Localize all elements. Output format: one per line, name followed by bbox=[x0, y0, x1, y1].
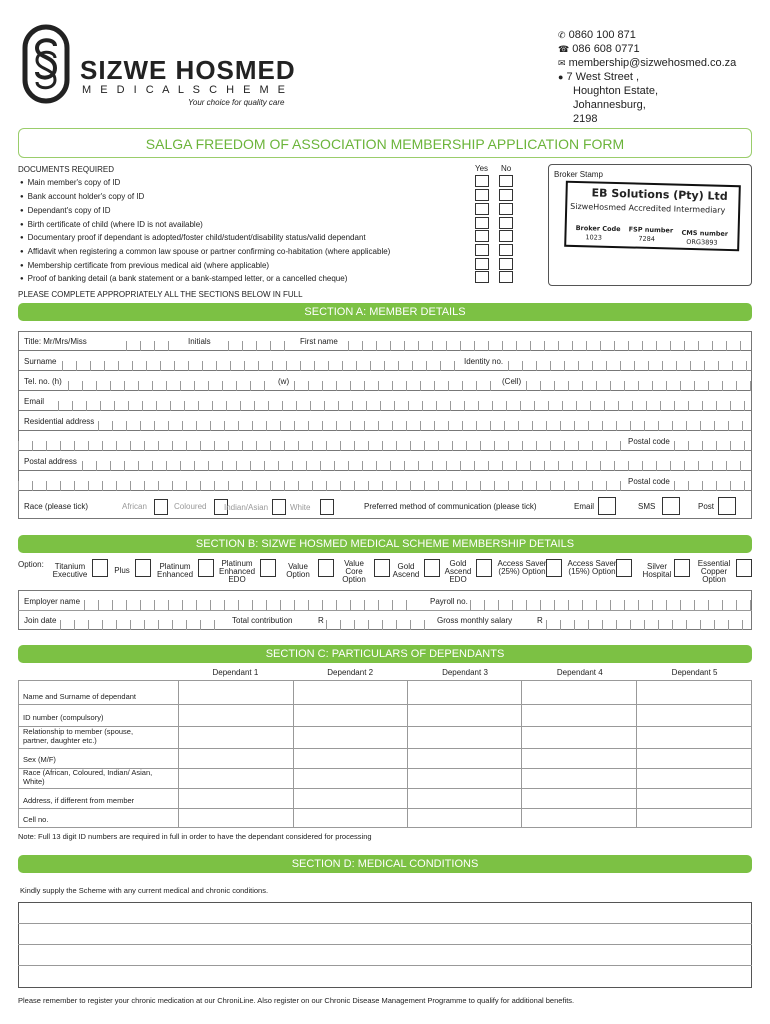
method-sms-checkbox[interactable] bbox=[662, 497, 680, 515]
method-sms: SMS bbox=[638, 502, 656, 511]
doc-yes-checkbox[interactable] bbox=[475, 189, 489, 201]
method-email-checkbox[interactable] bbox=[598, 497, 616, 515]
section-d-title: SECTION D: MEDICAL CONDITIONS bbox=[18, 855, 752, 873]
option-text: Access Saver (15%) Option bbox=[567, 559, 617, 576]
total-contribution-input[interactable] bbox=[326, 620, 432, 630]
form-title: SALGA FREEDOM OF ASSOCIATION MEMBERSHIP APPLICATION FORM bbox=[18, 128, 752, 158]
location-icon: ● bbox=[558, 72, 564, 82]
option-value-checkbox[interactable] bbox=[318, 559, 334, 577]
phone2: 086 608 0771 bbox=[572, 43, 640, 55]
race-white-checkbox[interactable] bbox=[320, 499, 334, 515]
option-gold-ascend-checkbox[interactable] bbox=[424, 559, 440, 577]
dependant-header: Dependant 4 bbox=[556, 668, 603, 677]
row-residential-2 bbox=[18, 431, 752, 451]
doc-yes-checkbox[interactable] bbox=[475, 203, 489, 215]
race-indian-checkbox[interactable] bbox=[272, 499, 286, 515]
email-label: Email bbox=[24, 397, 45, 406]
gross-salary-input[interactable] bbox=[546, 620, 752, 630]
tel-input[interactable] bbox=[68, 381, 274, 391]
option-text: Plus bbox=[114, 566, 130, 575]
broker-stamp bbox=[564, 181, 741, 252]
section-a-title: SECTION A: MEMBER DETAILS bbox=[18, 303, 752, 321]
row-email bbox=[18, 391, 752, 411]
doc-no-checkbox[interactable] bbox=[499, 189, 513, 201]
docs-heading: DOCUMENTS REQUIRED bbox=[18, 165, 115, 174]
phone-icon: ✆ bbox=[558, 30, 566, 40]
doc-no-checkbox[interactable] bbox=[499, 230, 513, 242]
phone1: 0860 100 871 bbox=[568, 29, 636, 41]
row-title bbox=[18, 331, 752, 351]
option-copper-checkbox[interactable] bbox=[736, 559, 752, 577]
broker-stamp-label: Broker Stamp bbox=[554, 170, 603, 179]
postal-address-label: Postal address bbox=[24, 457, 77, 466]
join-date-input[interactable] bbox=[60, 620, 228, 630]
option-label: Option: bbox=[18, 560, 44, 569]
dependant-header: Dependant 1 bbox=[212, 668, 259, 677]
stamp-cms-label: CMS number bbox=[681, 228, 729, 238]
option-access-15-checkbox[interactable] bbox=[616, 559, 632, 577]
doc-no-checkbox[interactable] bbox=[499, 271, 513, 283]
title-input[interactable] bbox=[126, 341, 182, 351]
option-access-25-checkbox[interactable] bbox=[546, 559, 562, 577]
email: membership@sizwehosmed.co.za bbox=[568, 57, 737, 69]
stamp-fsp: 7284 bbox=[638, 234, 656, 244]
doc-item: ● Affidavit when registering a common law spouse or partner confirming co-habitation (where applicable) bbox=[20, 247, 390, 256]
brand-tagline: Your choice for quality care bbox=[188, 98, 285, 107]
option-plus-checkbox[interactable] bbox=[135, 559, 151, 577]
doc-no-checkbox[interactable] bbox=[499, 258, 513, 270]
doc-no-checkbox[interactable] bbox=[499, 203, 513, 215]
stamp-code: 1023 bbox=[585, 233, 603, 242]
employer-label: Employer name bbox=[24, 597, 81, 606]
row-tel bbox=[18, 371, 752, 391]
cell-input[interactable] bbox=[526, 381, 752, 391]
contact-block bbox=[558, 28, 736, 126]
total-contribution-currency: R bbox=[318, 616, 324, 625]
row-postal bbox=[18, 451, 752, 471]
option-text: Gold Ascend bbox=[392, 562, 420, 579]
race-white: White bbox=[290, 503, 311, 512]
option-text: Platinum Enhanced EDO bbox=[218, 559, 256, 584]
docs-no: No bbox=[501, 164, 512, 173]
option-text: Silver Hospital bbox=[642, 562, 672, 579]
stamp-cms: ORG3893 bbox=[686, 237, 718, 247]
dependant-header: Dependant 5 bbox=[671, 668, 718, 677]
row-race bbox=[18, 495, 752, 519]
method-post-checkbox[interactable] bbox=[718, 497, 736, 515]
option-value-core-checkbox[interactable] bbox=[374, 559, 390, 577]
doc-yes-checkbox[interactable] bbox=[475, 230, 489, 242]
option-text: Access Saver (25%) Option bbox=[497, 559, 547, 576]
addr3: Johannesburg, bbox=[573, 99, 646, 111]
addr2: Houghton Estate, bbox=[573, 85, 659, 97]
tel-label: Tel. no. (h) bbox=[24, 377, 62, 386]
dep-row-label: Relationship to member (spouse, partner, daughter etc.) bbox=[23, 727, 134, 745]
docs-note: PLEASE COMPLETE APPROPRIATELY ALL THE SECTIONS BELOW IN FULL bbox=[18, 290, 303, 299]
option-text: Value Option bbox=[286, 562, 310, 579]
medical-conditions-box[interactable] bbox=[18, 902, 752, 988]
doc-item: ● Membership certificate from previous medical aid (where applicable) bbox=[20, 261, 269, 270]
first-name-input[interactable] bbox=[348, 341, 752, 351]
doc-yes-checkbox[interactable] bbox=[475, 175, 489, 187]
method-email: Email bbox=[574, 502, 595, 511]
surname-label: Surname bbox=[24, 357, 57, 366]
total-contribution-label: Total contribution bbox=[232, 616, 293, 625]
dep-row-label: Sex (M/F) bbox=[23, 755, 56, 764]
race-label: Race (please tick) bbox=[24, 502, 89, 511]
logo bbox=[22, 24, 70, 104]
option-silver-checkbox[interactable] bbox=[674, 559, 690, 577]
stamp-fsp-label: FSP number bbox=[628, 225, 674, 235]
doc-item: ● Documentary proof if dependant is adopted/foster child/student/disability status/valid dependant bbox=[20, 233, 366, 242]
addr4: 2198 bbox=[573, 113, 598, 125]
gross-salary-label: Gross monthly salary bbox=[437, 616, 513, 625]
identity-label: Identity no. bbox=[464, 357, 504, 366]
initials-label: Initials bbox=[188, 337, 211, 346]
doc-no-checkbox[interactable] bbox=[499, 244, 513, 256]
dep-row-label: Cell no. bbox=[23, 815, 49, 824]
brand-sub: M E D I C A L S C H E M E bbox=[82, 84, 289, 96]
mail-icon: ✉ bbox=[558, 58, 566, 68]
residential-label: Residential address bbox=[24, 417, 95, 426]
dep-row-label: Race (African, Coloured, Indian/ Asian, White) bbox=[23, 768, 153, 786]
preferred-label: Preferred method of communication (please tick) bbox=[364, 502, 537, 511]
option-text: Essential Copper Option bbox=[697, 559, 731, 584]
stamp-accredited: SizweHosmed Accredited Intermediary bbox=[570, 201, 726, 215]
surname-input[interactable] bbox=[62, 361, 458, 371]
postal-address-input-2[interactable] bbox=[18, 481, 622, 491]
residential-input-1[interactable] bbox=[98, 421, 752, 431]
residential-input-2[interactable] bbox=[18, 441, 622, 451]
race-african-checkbox[interactable] bbox=[154, 499, 168, 515]
option-platinum-edo-checkbox[interactable] bbox=[260, 559, 276, 577]
work-tel-input[interactable] bbox=[294, 381, 500, 391]
work-tel-label: (w) bbox=[278, 377, 290, 386]
title-label: Title: Mr/Mrs/Miss bbox=[24, 337, 87, 346]
stamp-code-label: Broker Code bbox=[575, 223, 621, 234]
doc-item: ● Birth certificate of child (where ID is not available) bbox=[20, 220, 203, 229]
option-platinum-enhanced-checkbox[interactable] bbox=[198, 559, 214, 577]
medical-intro: Kindly supply the Scheme with any current medical and chronic conditions. bbox=[20, 886, 269, 895]
postal-code-label: Postal code bbox=[628, 437, 670, 446]
doc-no-checkbox[interactable] bbox=[499, 217, 513, 229]
option-gold-edo-checkbox[interactable] bbox=[476, 559, 492, 577]
gross-salary-currency: R bbox=[537, 616, 543, 625]
brand-name: SIZWE HOSMED bbox=[80, 55, 296, 85]
doc-item: ● Main member's copy of ID bbox=[20, 178, 120, 187]
row-surname bbox=[18, 351, 752, 371]
method-post: Post bbox=[698, 502, 715, 511]
doc-no-checkbox[interactable] bbox=[499, 175, 513, 187]
section-c-title: SECTION C: PARTICULARS OF DEPENDANTS bbox=[18, 645, 752, 663]
doc-item: ● Bank account holder's copy of ID bbox=[20, 192, 144, 201]
dependants-header bbox=[178, 668, 752, 677]
option-text: Titanium Executive bbox=[52, 562, 88, 579]
cell-label: (Cell) bbox=[502, 377, 522, 386]
dependants-table bbox=[18, 680, 752, 828]
dependant-header: Dependant 2 bbox=[327, 668, 374, 677]
fax-icon: ☎ bbox=[558, 44, 570, 54]
option-text: Platinum Enhanced bbox=[156, 562, 194, 579]
race-african: African bbox=[122, 502, 147, 511]
option-text: Gold Ascend EDO bbox=[444, 559, 472, 584]
option-text: Value Core Option bbox=[342, 559, 366, 584]
email-input[interactable] bbox=[58, 401, 752, 411]
race-coloured: Coloured bbox=[174, 502, 207, 511]
employer-input[interactable] bbox=[84, 600, 420, 610]
postal-code-input[interactable] bbox=[674, 441, 752, 451]
dep-row-label: Address, if different from member bbox=[23, 796, 135, 805]
docs-yes: Yes bbox=[475, 164, 489, 173]
doc-item: ● Dependant's copy of ID bbox=[20, 206, 111, 215]
dependant-header: Dependant 3 bbox=[442, 668, 488, 677]
row-residential bbox=[18, 411, 752, 431]
first-name-label: First name bbox=[300, 337, 338, 346]
section-b-title: SECTION B: SIZWE HOSMED MEDICAL SCHEME MEMBERSHIP DETAILS bbox=[18, 535, 752, 553]
join-date-label: Join date bbox=[24, 616, 57, 625]
addr1: 7 West Street , bbox=[566, 71, 640, 83]
identity-input[interactable] bbox=[508, 361, 752, 371]
dep-row-label: ID number (compulsory) bbox=[23, 713, 104, 722]
postal-address-input-1[interactable] bbox=[82, 461, 752, 471]
postal-code2-input[interactable] bbox=[674, 481, 752, 491]
dep-row-label: Name and Surname of dependant bbox=[23, 692, 136, 701]
postal-code2-label: Postal code bbox=[628, 477, 670, 486]
initials-input[interactable] bbox=[228, 341, 298, 351]
option-titanium-checkbox[interactable] bbox=[92, 559, 108, 577]
doc-item: ● Proof of banking detail (a bank statement or a bank-stamped letter, or a cancelled cheque) bbox=[20, 274, 347, 283]
doc-yes-checkbox[interactable] bbox=[475, 244, 489, 256]
payroll-label: Payroll no. bbox=[430, 597, 468, 606]
dependants-note: Note: Full 13 digit ID numbers are required in full in order to have the dependant considered for processing bbox=[18, 832, 372, 841]
payroll-input[interactable] bbox=[470, 600, 752, 610]
doc-yes-checkbox[interactable] bbox=[475, 271, 489, 283]
stamp-company: EB Solutions (Pty) Ltd bbox=[591, 186, 728, 203]
race-indian: Indian/Asian bbox=[224, 503, 269, 512]
row-postal-2 bbox=[18, 471, 752, 491]
doc-yes-checkbox[interactable] bbox=[475, 258, 489, 270]
doc-yes-checkbox[interactable] bbox=[475, 217, 489, 229]
footer-note: Please remember to register your chronic medication at our ChroniLine. Also register on our Chronic Disease Management Programme to qualify for additional benefits. bbox=[18, 996, 575, 1005]
